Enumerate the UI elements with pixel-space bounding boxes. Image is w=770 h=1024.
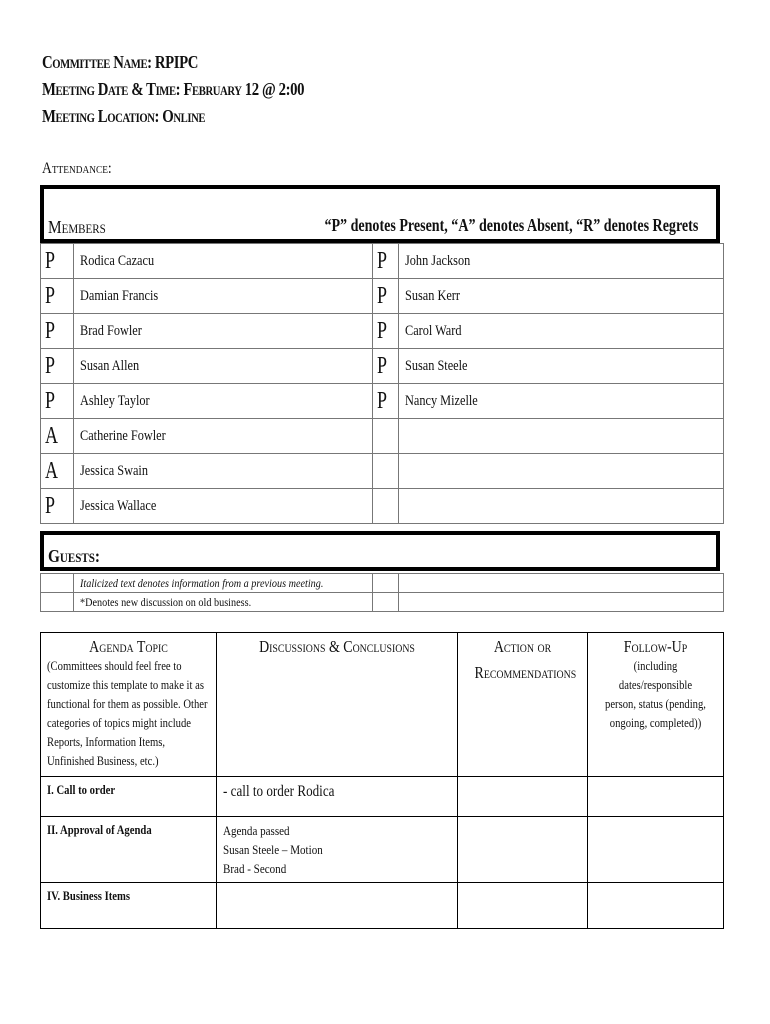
attendance-table <box>40 243 724 524</box>
committee-name-line <box>42 52 198 73</box>
committee-name-value: RPIPC <box>154 52 198 72</box>
member-name: Ashley Taylor <box>80 392 150 409</box>
attendance-row <box>41 489 724 524</box>
attendance-row <box>41 454 724 489</box>
member-name: Susan Allen <box>80 357 140 374</box>
member-name: Jessica Swain <box>80 462 148 479</box>
member-status-mark: P <box>45 247 56 274</box>
guests-label: Guests: <box>48 546 101 566</box>
member-name: Jessica Wallace <box>80 497 157 514</box>
member-status-mark: P <box>45 352 56 379</box>
agenda-item-topic: II. Approval of Agenda <box>47 822 152 837</box>
member-status-mark: P <box>377 282 388 309</box>
agenda-item-row <box>41 883 724 929</box>
new-discussion-note: *Denotes new discussion on old business. <box>80 594 252 609</box>
member-name: Nancy Mizelle <box>405 392 478 409</box>
member-name: Catherine Fowler <box>80 427 166 444</box>
discussions-heading: Discussions & Conclusions <box>259 637 415 656</box>
agenda-item-topic: IV. Business Items <box>47 888 131 903</box>
agenda-item-discussion: Agenda passed <box>223 823 290 838</box>
meeting-location-value: Online <box>162 106 206 126</box>
member-name: Susan Kerr <box>405 287 461 304</box>
agenda-topic-note: (Committees should feel free to customize this template to make it as functional for them as possible. Other categories of topics might include Reports, Information Items, Unfinished Business, etc.) <box>47 659 208 768</box>
attendance-legend: “P” denotes Present, “A” denotes Absent, “R” denotes Regrets <box>324 215 698 235</box>
member-status-mark: P <box>45 282 56 309</box>
meeting-datetime-value: February 12 @ 2:00 <box>183 79 305 99</box>
member-status-mark: P <box>377 387 388 414</box>
agenda-header-row <box>41 633 724 777</box>
member-name: Carol Ward <box>405 322 462 339</box>
guests-table <box>40 573 724 612</box>
guest-row <box>41 593 724 612</box>
action-heading-line1: Action or <box>493 637 552 656</box>
meeting-datetime-label: Meeting Date & Time: <box>42 79 181 99</box>
member-name: Damian Francis <box>80 287 159 304</box>
member-name: John Jackson <box>405 252 471 269</box>
attendance-row <box>41 384 724 419</box>
meeting-location-line <box>42 106 205 127</box>
agenda-topic-heading: Agenda Topic <box>89 637 168 656</box>
member-status-mark: P <box>377 317 388 344</box>
member-status-mark: P <box>377 352 388 379</box>
member-status-mark: P <box>45 387 56 414</box>
agenda-item-discussion: Brad - Second <box>223 861 287 876</box>
attendance-row <box>41 314 724 349</box>
member-name: Brad Fowler <box>80 322 142 339</box>
attendance-row <box>41 349 724 384</box>
attendance-row <box>41 244 724 279</box>
members-header <box>40 185 720 243</box>
members-label: Members <box>48 217 106 237</box>
member-status-mark: P <box>377 247 388 274</box>
agenda-item-topic: I. Call to order <box>47 782 116 797</box>
follow-up-heading: Follow-Up <box>623 637 688 656</box>
meeting-datetime-line <box>42 79 304 100</box>
attendance-row <box>41 419 724 454</box>
follow-up-note: (including dates/responsible person, status (pending, ongoing, completed)) <box>605 659 706 730</box>
member-status-mark: A <box>45 422 59 449</box>
italic-note: Italicized text denotes information from a previous meeting. <box>80 575 324 590</box>
member-status-mark: P <box>45 317 56 344</box>
agenda-item-discussion: - call to order Rodica <box>223 783 335 800</box>
agenda-item-row <box>41 777 724 817</box>
attendance-heading: Attendance: <box>42 160 112 177</box>
agenda-table <box>40 632 724 929</box>
agenda-item-row <box>41 817 724 883</box>
agenda-item-discussion: Susan Steele – Motion <box>223 842 323 857</box>
committee-name-label: Committee Name: <box>42 52 152 72</box>
member-status-mark: A <box>45 457 59 484</box>
meeting-location-label: Meeting Location: <box>42 106 160 126</box>
attendance-row <box>41 279 724 314</box>
guests-header <box>40 531 720 571</box>
member-status-mark: P <box>45 492 56 519</box>
member-name: Rodica Cazacu <box>80 252 155 269</box>
action-heading-line2: Recommendations <box>474 663 577 682</box>
guest-row <box>41 574 724 593</box>
member-name: Susan Steele <box>405 357 468 374</box>
